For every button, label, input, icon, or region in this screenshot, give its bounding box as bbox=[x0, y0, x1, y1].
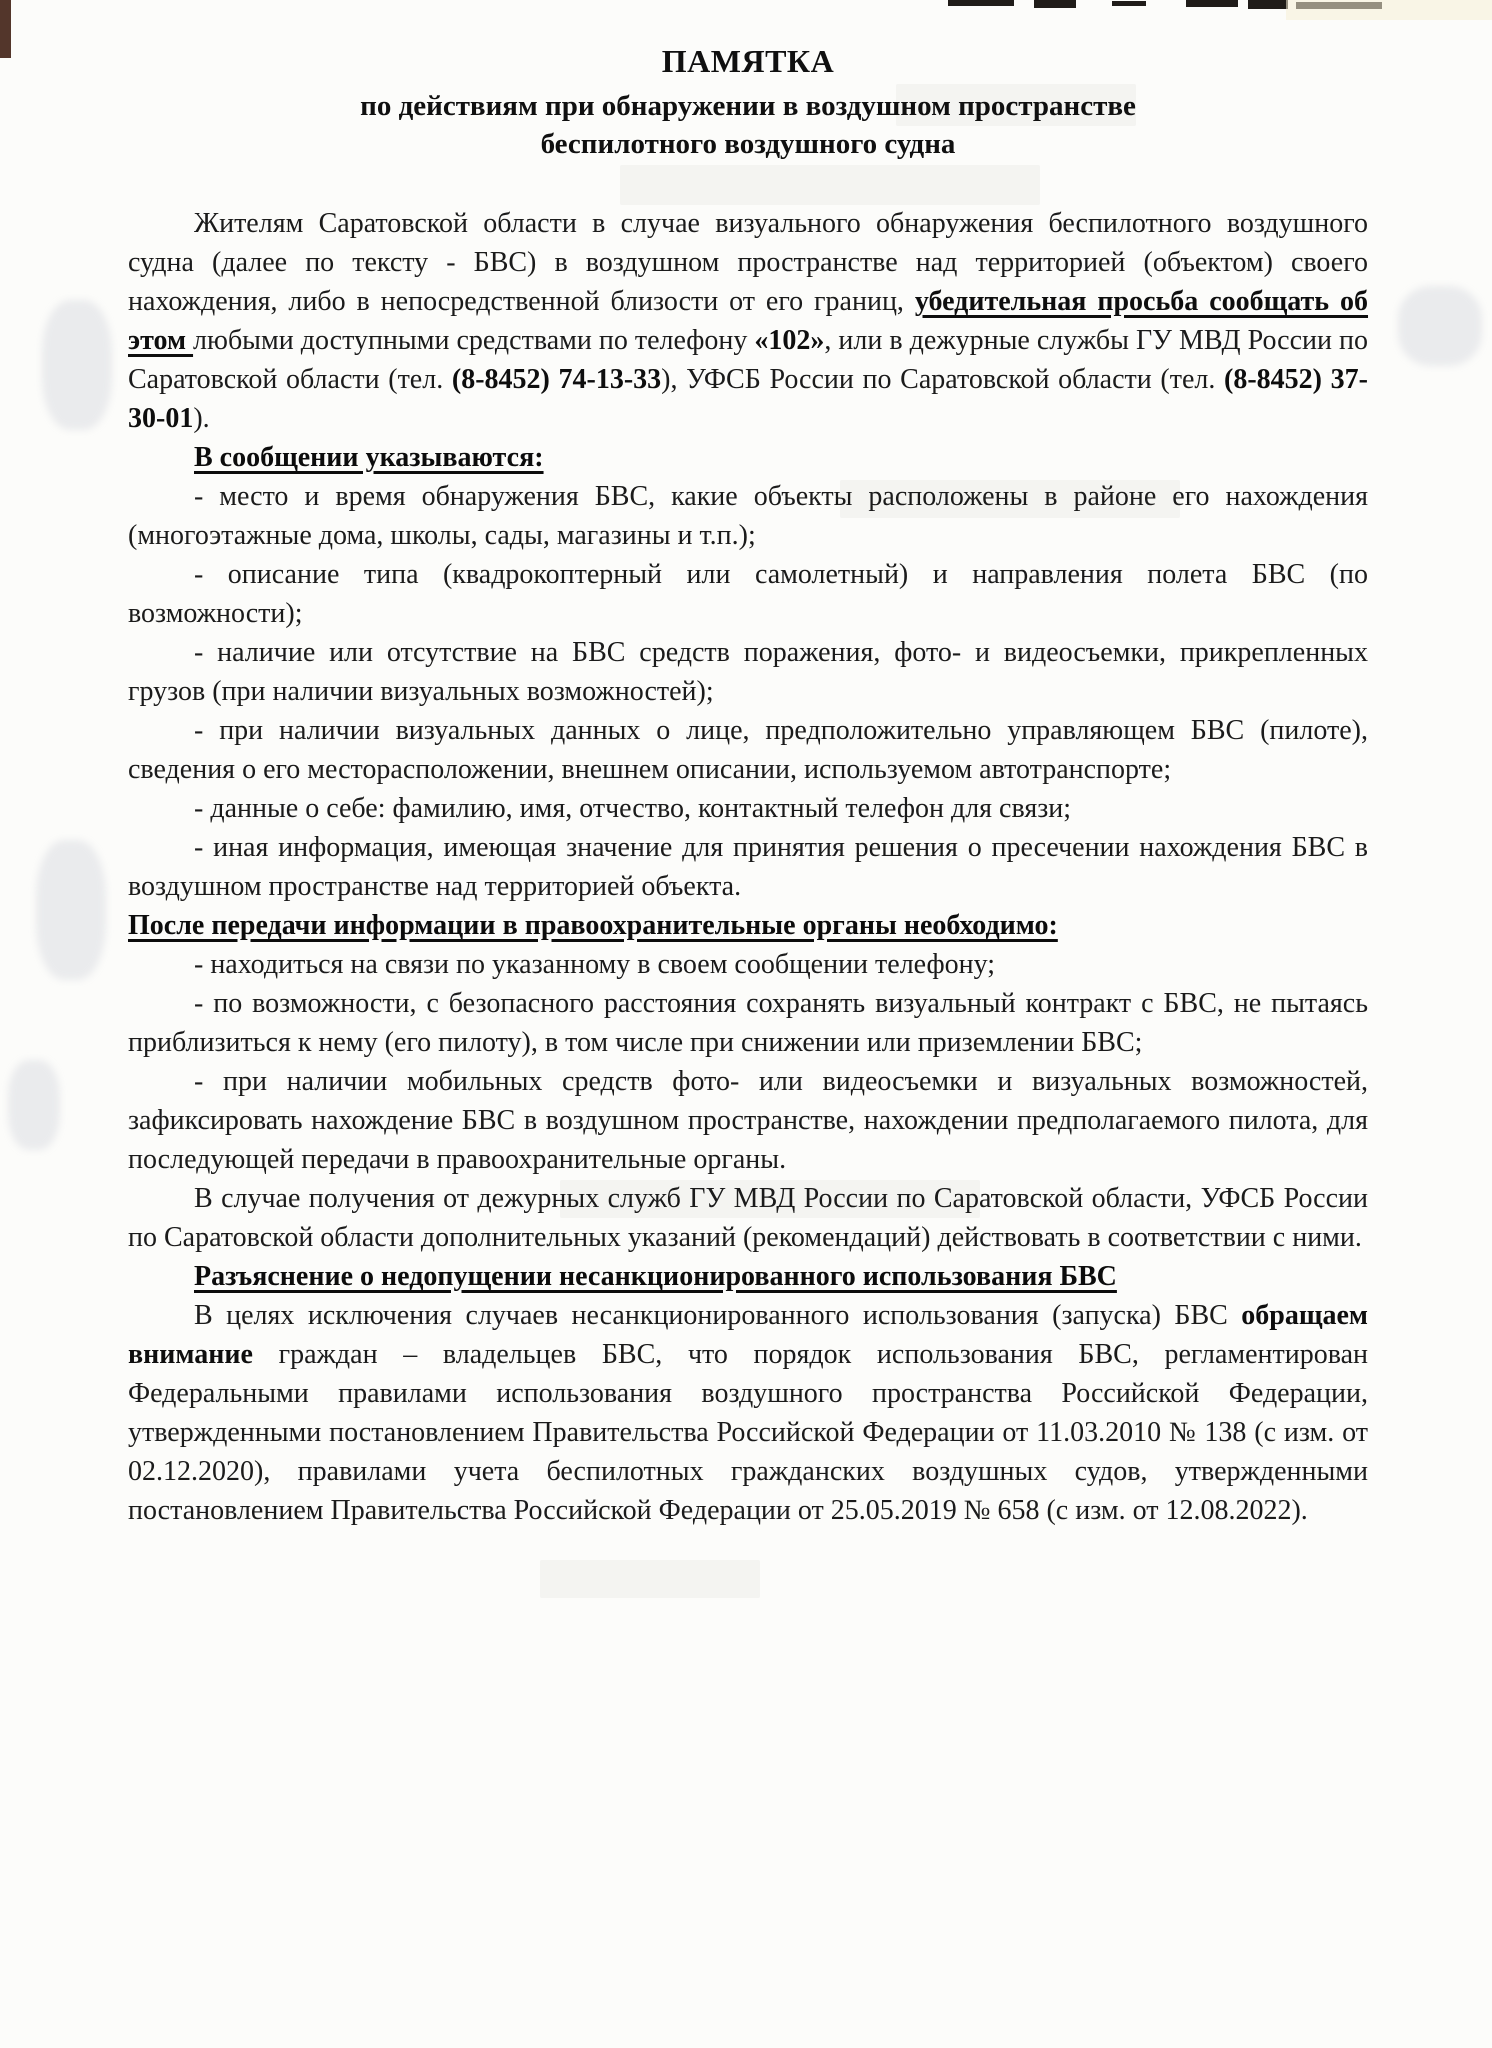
paragraph-instructions: В случае получения от дежурных служб ГУ МВД России по Саратовской области, УФСБ России по Саратовской области дополнительных указаний (рекомендаций) действовать в соответствии с ними. bbox=[128, 1183, 1368, 1253]
scan-bleed-through bbox=[36, 840, 106, 980]
clarification-emphasis: обращаем внимание bbox=[128, 1300, 1368, 1370]
phone-102: «102» bbox=[754, 325, 825, 356]
clarification-text: граждан – владельцев БВС, что порядок использования БВС, регламентирован Федеральными правилами использования воздушного пространства Российской Федерации, утвержденными постановлением Правительства Российской Федерации от 11.03.2010 № 138 (с изм. от 02.12.2020), правилами учета беспилотных гражданских воздушных судов, утвержденными постановлением Правительства Российской Федерации от 25.05.2019 № 658 (с изм. от 12.08.2022). bbox=[128, 1339, 1368, 1526]
scan-bleed-through bbox=[1398, 286, 1482, 366]
list-item: - при наличии визуальных данных о лице, предположительно управляющем БВС (пилоте), сведения о его месторасположении, внешнем описании, используемом автотранспорте; bbox=[128, 715, 1368, 785]
scan-artifact bbox=[1248, 0, 1288, 9]
list-item: - место и время обнаружения БВС, какие объекты расположены в районе его нахождения (многоэтажные дома, школы, сады, магазины и т.п.); bbox=[128, 481, 1368, 551]
list-item: - при наличии мобильных средств фото- или видеосъемки и визуальных возможностей, зафиксировать нахождение БВС в воздушном пространстве, нахождении предполагаемого пилота, для последующей передачи в правоохранительные органы. bbox=[128, 1066, 1368, 1175]
list-item: - иная информация, имеющая значение для принятия решения о пресечении нахождения БВС в воздушном пространстве над территорией объекта. bbox=[128, 832, 1368, 902]
phone-mvd: (8-8452) 74-13-33 bbox=[451, 364, 662, 395]
intro-text: ), УФСБ России по Саратовской области (тел. bbox=[661, 364, 1225, 395]
scan-artifact bbox=[948, 0, 1014, 6]
document-subtitle bbox=[128, 87, 1368, 163]
paragraph-intro bbox=[128, 204, 1368, 438]
scan-bleed-through bbox=[42, 300, 112, 430]
intro-request-emphasis: убедительная просьба сообщать об этом bbox=[128, 286, 1369, 356]
scan-bleed-through bbox=[8, 1060, 60, 1150]
phone-ufsb: (8-8452) 37-30-01 bbox=[128, 364, 1368, 434]
document-title: ПАМЯТКА bbox=[661, 43, 835, 79]
scan-artifact bbox=[1112, 1, 1146, 6]
list-item: - данные о себе: фамилию, имя, отчество, контактный телефон для связи; bbox=[194, 793, 1072, 824]
scan-artifact bbox=[0, 0, 11, 58]
scan-artifact bbox=[1286, 0, 1492, 20]
section-heading-clarification: Разъяснение о недопущении несанкционированного использования БВС bbox=[194, 1261, 1117, 1292]
scan-artifact bbox=[620, 165, 1040, 205]
list-item: - находиться на связи по указанному в своем сообщении телефону; bbox=[194, 949, 995, 980]
scan-artifact bbox=[540, 1560, 760, 1598]
list-item: - по возможности, с безопасного расстояния сохранять визуальный контракт с БВС, не пытаясь приблизиться к нему (его пилоту), в том числе при снижении или приземлении БВС; bbox=[128, 988, 1368, 1058]
document-body bbox=[128, 204, 1368, 1530]
intro-text: Жителям Саратовской области в случае визуального обнаружения беспилотного воздушного судна (далее по тексту - БВС) в воздушном пространстве над территорией (объектом) своего нахождения, либо в непосредственной близости от его границ, bbox=[128, 208, 1368, 317]
list-item: - описание типа (квадрокоптерный или самолетный) и направления полета БВС (по возможности); bbox=[128, 559, 1368, 629]
paragraph-clarification bbox=[128, 1296, 1368, 1530]
section-heading-message: В сообщении указываются: bbox=[194, 442, 544, 473]
subtitle-line-1: по действиям при обнаружении в воздушном пространстве bbox=[360, 90, 1136, 122]
section-heading-after-transfer: После передачи информации в правоохранительные органы необходимо: bbox=[128, 910, 1058, 941]
intro-text: любыми доступными средствами по телефону bbox=[193, 325, 755, 356]
clarification-text: В целях исключения случаев несанкционированного использования (запуска) БВС bbox=[194, 1300, 1242, 1331]
subtitle-line-2: беспилотного воздушного судна bbox=[540, 128, 956, 160]
scan-artifact bbox=[1186, 0, 1238, 7]
document-header bbox=[128, 42, 1368, 163]
scan-artifact bbox=[1034, 0, 1076, 8]
intro-text: ). bbox=[193, 403, 210, 434]
list-item: - наличие или отсутствие на БВС средств поражения, фото- и видеосъемки, прикрепленных грузов (при наличии визуальных возможностей); bbox=[128, 637, 1368, 707]
intro-text: , или в дежурные службы ГУ МВД России по Саратовской области (тел. bbox=[128, 325, 1368, 395]
